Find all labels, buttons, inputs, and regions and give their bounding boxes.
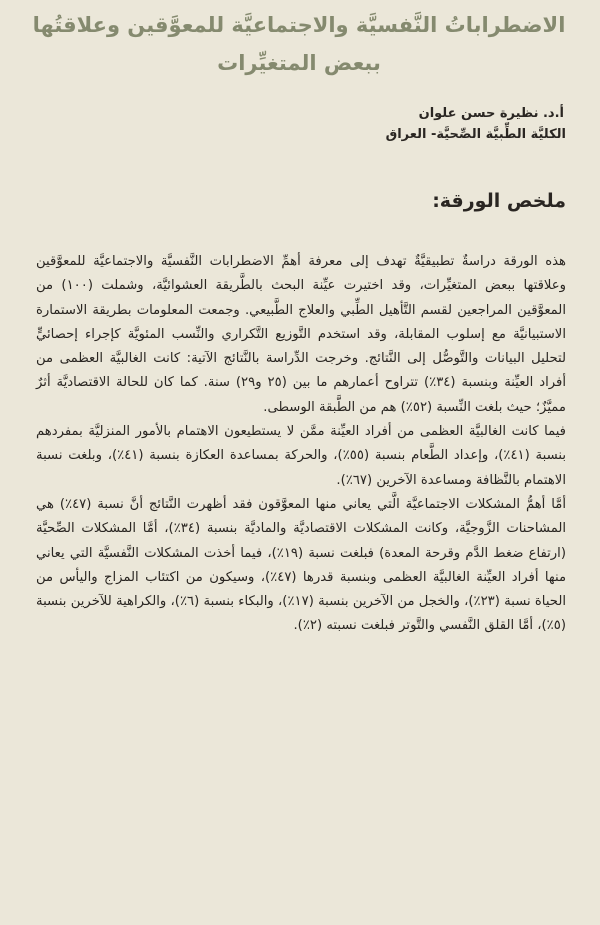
paper-title: الاضطراباتُ النَّفسيَّة والاجتماعيَّة للمعوَّقين وعلاقتُها ببعض المتغيِّرات: [32, 13, 566, 75]
abstract-heading: ملخص الورقة:: [432, 190, 566, 212]
abstract-paragraph: فيما كانت الغالبيَّة العظمى من أفراد العيِّنة ممَّن لا يستطيعون الاهتمام بالأمور المنزليَّة بمفردهم بنسبة (٤١٪)، وإعداد الطَّعام بنسبة (٥٥٪)، والحركة بمساعدة العكازة بنسبة (٤١٪)، وبلغت نسبة الاهتمام بالنَّظافة ومساعدة الآخرين (٦٧٪).: [36, 424, 566, 488]
author-block: [386, 103, 566, 145]
author-affiliation: الكليَّة الطِّبيَّة الصِّحيَّة- العراق: [385, 127, 566, 142]
abstract-body: [36, 250, 566, 639]
abstract-paragraph: هذه الورقة دراسةٌ تطبيقيَّةٌ تهدف إلى معرفة أهمِّ الاضطرابات النَّفسيَّة والاجتماعيَّة للمعوَّقين وعلاقتها ببعض المتغيِّرات، وقد اختيرت عيِّنة البحث بالطَّريقة العشوائيَّة، وشملت (١٠٠) من المعوَّقين المراجعين لقسم التَّأهيل الطِّبي والعلاج الطَّبيعي. وجمعت المعلومات بطريقة الاستمارة الاستبيانيَّة مع إسلوب المقابلة، وقد استخدم التَّوزيع التَّكراري والنِّسب المئويَّة كإجراء إحصائيٍّ لتحليل البيانات والتَّوصُّل إلى النَّتائج. وخرجت الدِّراسة بالنَّتائج الآتية: كانت الغالبيَّة العظمى من أفراد العيِّنة وبنسبة (٣٤٪) تتراوح أعمارهم ما بين (٢٥ و٢٩) سنة. كما كان للحالة الاقتصاديَّة أثرٌ مميَّزٌ؛ حيث بلغت النِّسبة (٥٢٪) هم من الطَّبقة الوسطى.: [36, 254, 566, 415]
abstract-paragraph: أمَّا أهمُّ المشكلات الاجتماعيَّة الَّتي يعاني منها المعوَّقون فقد أظهرت النَّتائج أنَّ نسبة (٤٧٪) هي المشاحنات الزَّوجيَّة، وكانت المشكلات الاقتصاديَّة والماديَّة بنسبة (٣٤٪)، أمَّا المشكلات الصِّحيَّة (ارتفاع ضغط الدَّم وقرحة المعدة) فبلغت نسبة (١٩٪)، فيما أخذت المشكلات النَّفسيَّة التي يعاني منها أفراد العيِّنة الغالبيَّة العظمى وبنسبة قدرها (٤٧٪)، وسيكون من اكتئاب المزاج واليأس من الحياة نسبة (٢٣٪)، والخجل من الآخرين بنسبة (١٧٪)، والبكاء بنسبة (٦٪)، والكراهية للآخرين بنسبة (٥٪)، أمَّا القلق النَّفسي والتَّوتر فبلغت نسبته (٢٪).: [36, 496, 567, 634]
author-name: أ.د. نظيرة حسن علوان: [418, 106, 564, 121]
